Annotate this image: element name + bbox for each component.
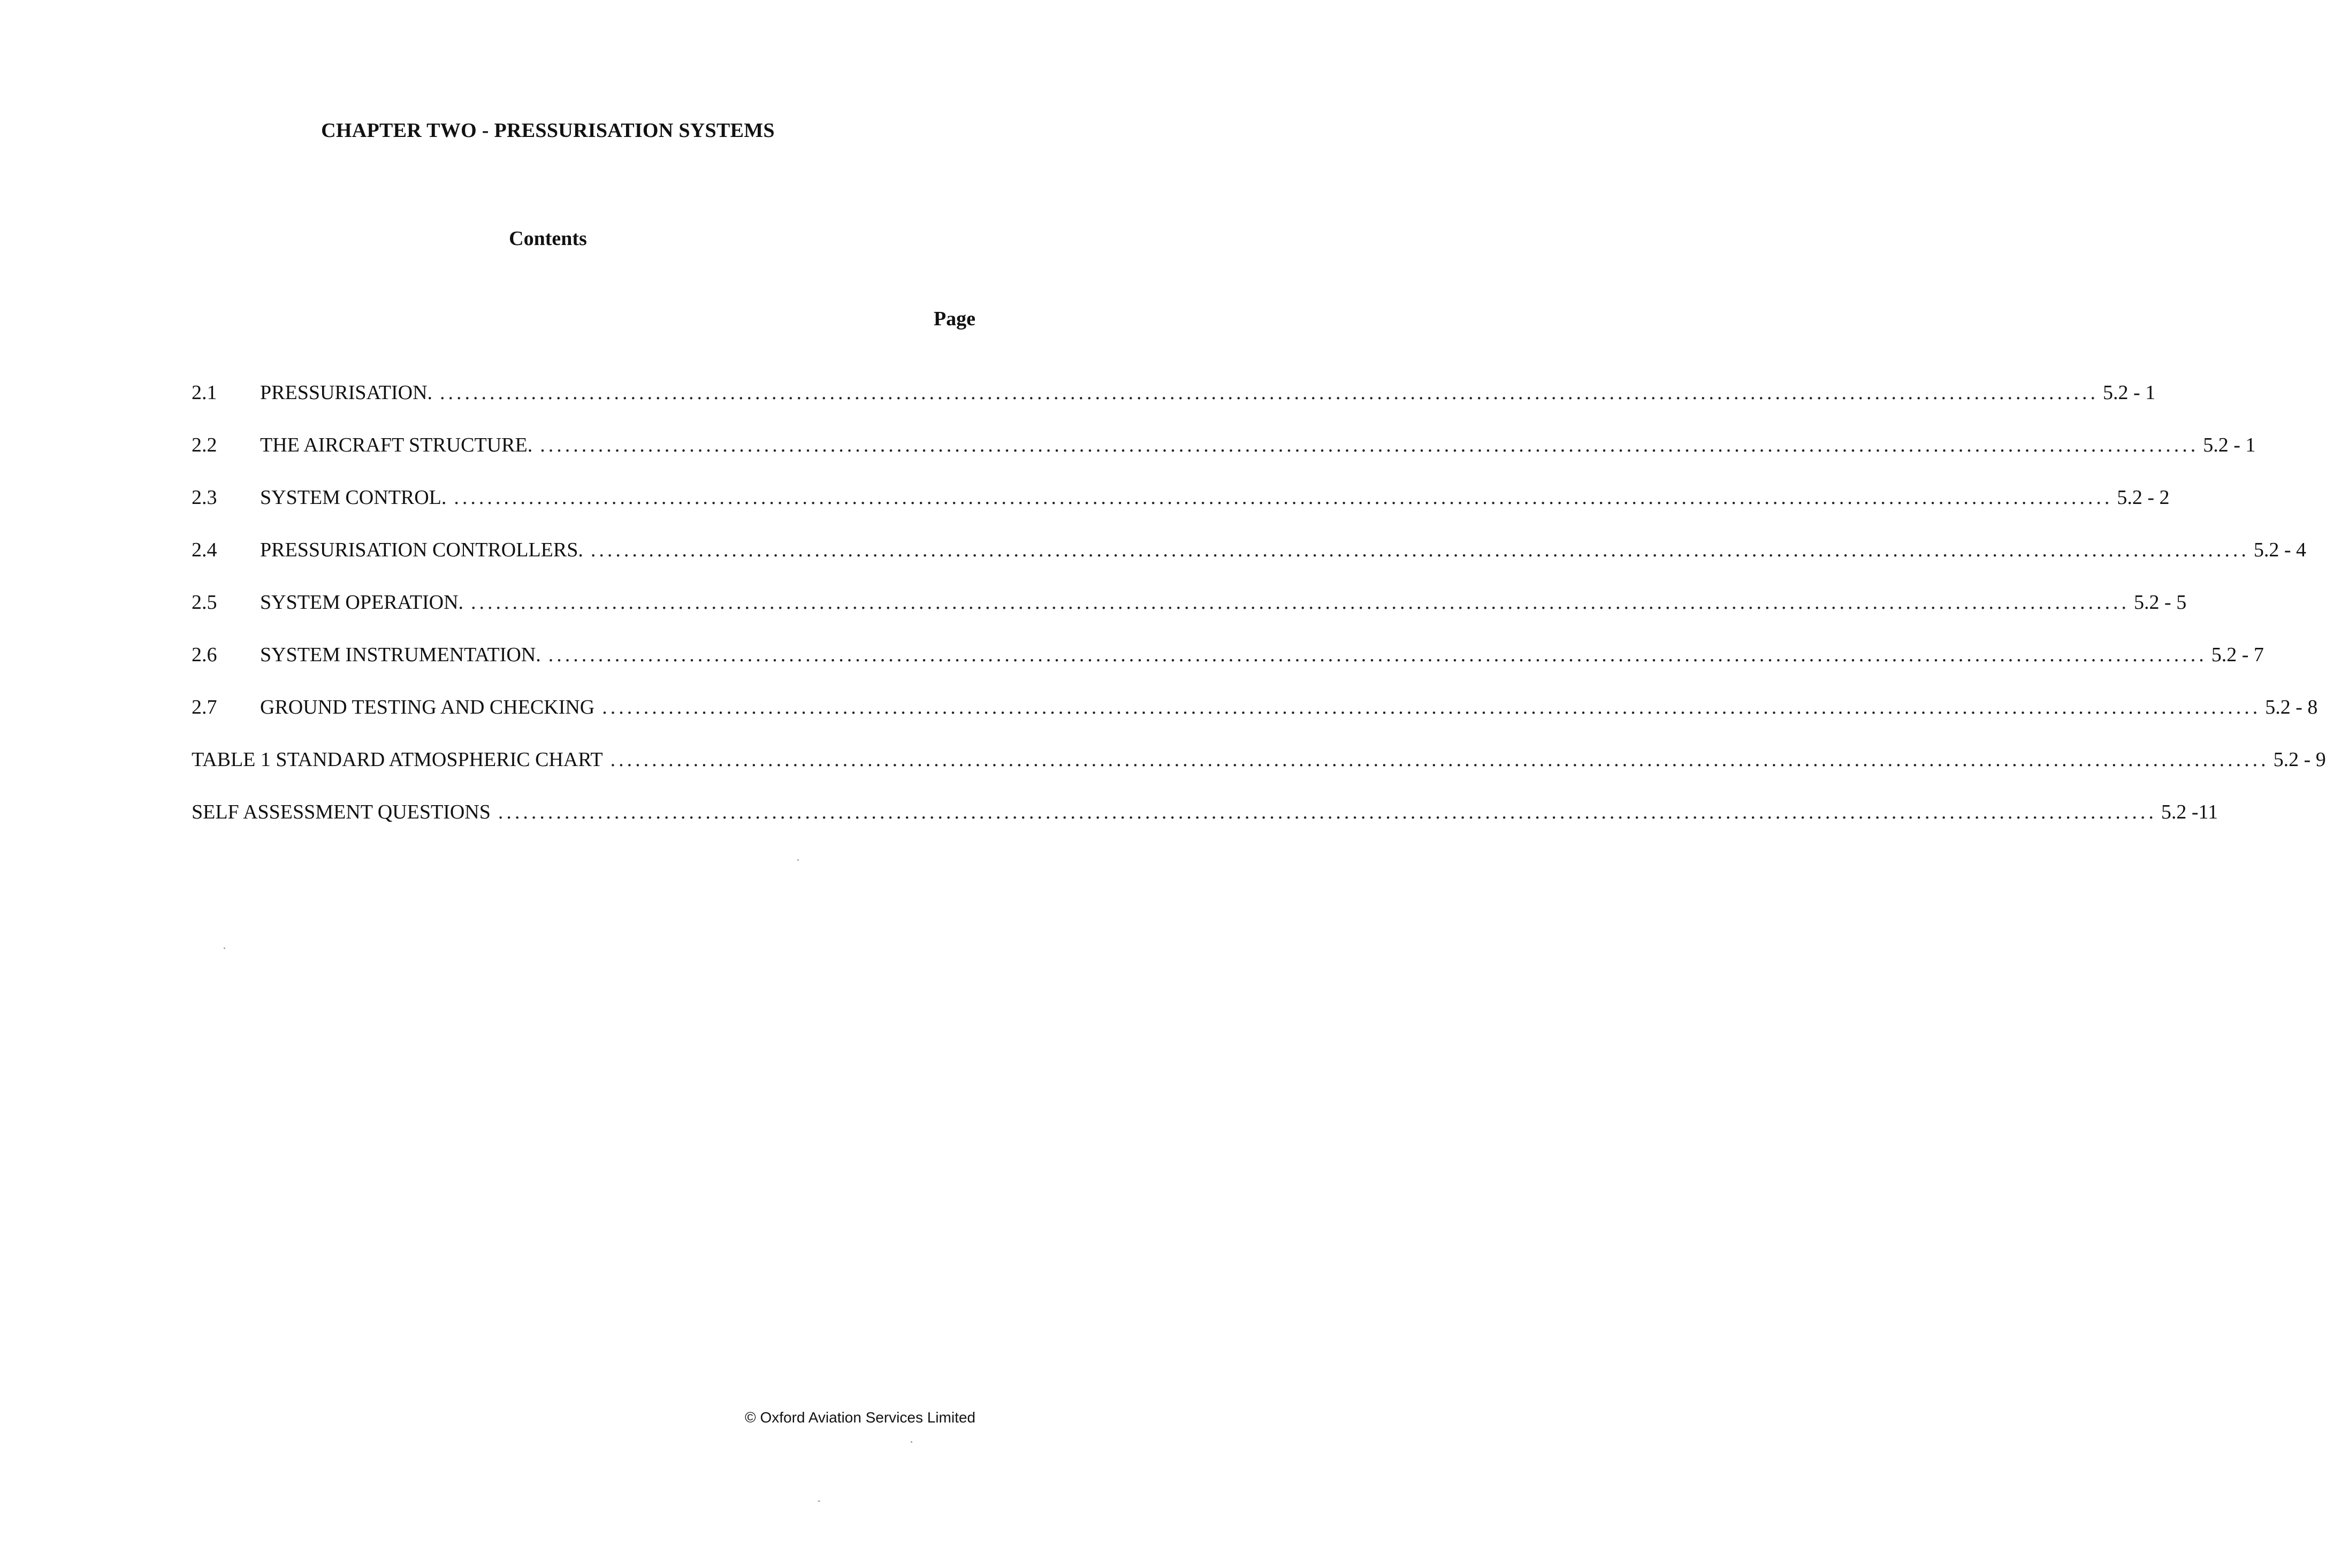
toc-entry-page: 5.2 - 1	[2203, 434, 2256, 456]
toc-entry-title: GROUND TESTING AND CHECKING	[260, 696, 595, 718]
toc-entry-page: 5.2 -11	[2161, 801, 2218, 823]
toc-leader-dots: ........................................................................................................................................................................................................	[454, 486, 2113, 509]
toc-entry-page: 5.2 - 8	[2265, 696, 2318, 718]
toc-entry-title: PRESSURISATION.	[260, 381, 433, 404]
contents-heading: Contents	[509, 227, 587, 250]
toc-entry[interactable]	[192, 695, 2318, 748]
scan-speck	[797, 859, 799, 861]
toc-entry[interactable]	[192, 486, 2170, 538]
page-column-heading: Page	[933, 308, 975, 330]
toc-leader-dots: ........................................................................................................................................................................................................	[471, 591, 2130, 614]
copyright-footer: © Oxford Aviation Services Limited	[745, 1409, 975, 1426]
toc-entry-number: 2.2	[192, 434, 217, 456]
toc-entry-title: SYSTEM INSTRUMENTATION.	[260, 644, 541, 666]
toc-entry-title: TABLE 1 STANDARD ATMOSPHERIC CHART	[192, 748, 603, 771]
scan-speck	[911, 1441, 912, 1443]
scan-speck	[224, 947, 225, 949]
chapter-title: CHAPTER TWO - PRESSURISATION SYSTEMS	[321, 119, 775, 142]
toc-entry[interactable]	[192, 381, 2156, 433]
toc-entry-title: SYSTEM OPERATION.	[260, 591, 464, 614]
scan-speck	[818, 1501, 820, 1502]
toc-entry-page: 5.2 - 1	[2103, 381, 2156, 404]
toc-entry-number: 2.3	[192, 486, 217, 509]
toc-entry-title: SYSTEM CONTROL.	[260, 486, 447, 509]
toc-entry-title: THE AIRCRAFT STRUCTURE.	[260, 434, 533, 456]
toc-entry-title: SELF ASSESSMENT QUESTIONS	[192, 801, 491, 823]
toc-leader-dots: ........................................................................................................................................................................................................	[590, 539, 2249, 561]
toc-entry[interactable]	[192, 800, 2218, 853]
toc-entry-page: 5.2 - 4	[2253, 539, 2307, 561]
toc-entry[interactable]	[192, 643, 2264, 695]
toc-entry[interactable]	[192, 748, 2326, 800]
toc-leader-dots: ........................................................................................................................................................................................................	[540, 434, 2199, 456]
toc-leader-dots: ........................................................................................................................................................................................................	[548, 644, 2207, 666]
toc-leader-dots: ........................................................................................................................................................................................................	[602, 696, 2261, 718]
toc-leader-dots: ........................................................................................................................................................................................................	[440, 381, 2099, 404]
table-of-contents	[192, 381, 2326, 853]
toc-entry-page: 5.2 - 2	[2117, 486, 2170, 509]
toc-entry-number: 2.5	[192, 591, 217, 614]
toc-leader-dots: ........................................................................................................................................................................................................	[610, 748, 2269, 771]
toc-entry-number: 2.1	[192, 381, 217, 404]
toc-entry[interactable]	[192, 591, 2187, 643]
toc-entry-number: 2.6	[192, 644, 217, 666]
toc-entry[interactable]	[192, 538, 2307, 591]
toc-entry-page: 5.2 - 5	[2134, 591, 2187, 614]
toc-entry-title: PRESSURISATION CONTROLLERS.	[260, 539, 583, 561]
toc-entry-page: 5.2 - 9	[2273, 748, 2326, 771]
toc-entry-page: 5.2 - 7	[2211, 644, 2264, 666]
toc-entry-number: 2.4	[192, 539, 217, 561]
toc-entry[interactable]	[192, 433, 2256, 486]
toc-leader-dots: ........................................................................................................................................................................................................	[498, 801, 2157, 823]
toc-entry-number: 2.7	[192, 696, 217, 718]
